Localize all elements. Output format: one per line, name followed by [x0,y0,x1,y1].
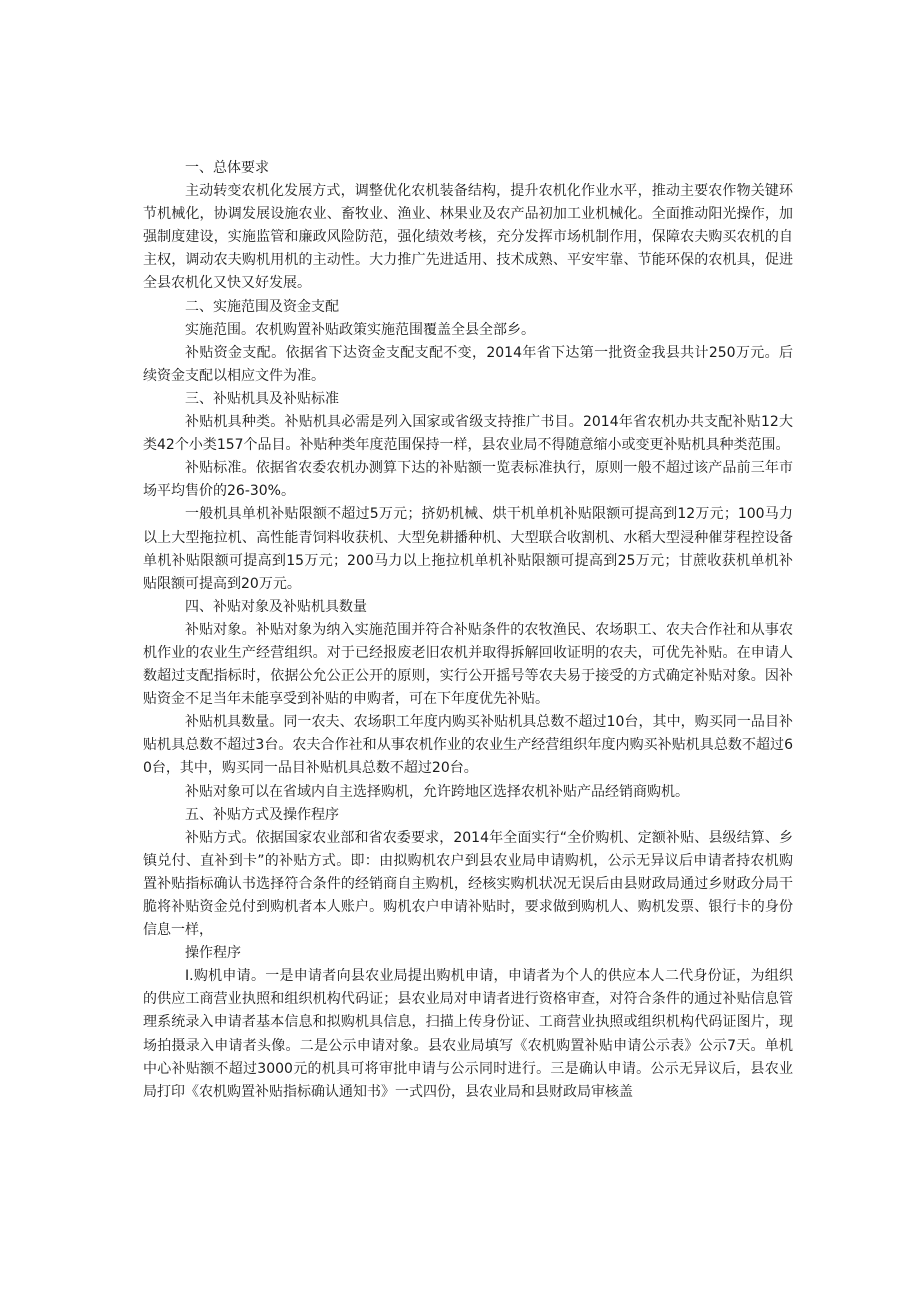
paragraph-funds: 补贴资金支配。依据省下达资金支配支配不变，2014年省下达第一批资金我县共计250万元。后续资金支配以相应文件为准。 [143,344,793,384]
paragraph-equipment-types: 补贴机具种类。补贴机具必需是列入国家或省级支持推广书目。2014年省农机办共支配补贴12大类42个小类157个品目。补贴种类年度范围保持一样，县农业局不得随意缩小或变更补贴机具种类范围。 [143,414,793,454]
paragraph-recipients: 补贴对象。补贴对象为纳入实施范围并符合补贴条件的农牧渔民、农场职工、农夫合作社和从事农机作业的农业生产经营组织。对于已经报废老旧农机并取得拆解回收证明的农夫，可优先补贴。在申请人数超过支配指标时，依据公允公正公开的原则，实行公开摇号等农夫易于接受的方式确定补贴对象。因补贴资金不足当年未能享受到补贴的申购者，可在下年度优先补贴。 [143,621,793,708]
section-heading-method-and-procedure: 五、补贴方式及操作程序 [185,806,339,823]
paragraph-purchase-application: I.购机申请。一是申请者向县农业局提出购机申请，申请者为个人的供应本人二代身份证，为组织的供应工商营业执照和组织机构代码证；县农业局对申请者进行资格审查，对符合条件的通过补贴信息管理系统录入申请者基本信息和拟购机具信息，扫描上传身份证、工商营业执照或组织机构代码证图片，现场拍摄录入申请者头像。二是公示申请对象。县农业局填写《农机购置补贴申请公示表》公示7天。单机中心补贴额不超过3000元的机具可将审批申请与公示同时进行。三是确认申请。公示无异议后，县农业局打印《农机购置补贴指标确认通知书》一式四份，县农业局和县财政局审核盖 [143,968,793,1100]
paragraph-subsidy-method: 补贴方式。依据国家农业部和省农委要求，2014年全面实行“全价购机、定额补贴、县级结算、乡镇兑付、直补到卡”的补贴方式。即：由拟购机农户到县农业局申请购机，公示无异议后申请者持农机购置补贴指标确认书选择符合条件的经销商自主购机，经核实购机状况无误后由县财政局通过乡财政分局干脆将补贴资金兑付到购机者本人账户。购机农户申请补贴时，要求做到购机人、购机发票、银行卡的身份信息一样， [143,829,793,939]
section-heading-scope-and-funds: 二、实施范围及资金支配 [185,298,339,315]
subheading-procedure: 操作程序 [185,945,241,962]
paragraph-general-requirements: 主动转变农机化发展方式，调整优化农机装备结构，提升农机化作业水平，推动主要农作物关键环节机械化，协调发展设施农业、畜牧业、渔业、林果业及农产品初加工业机械化。全面推动阳光操作，加强制度建设，实施监管和廉政风险防范，强化绩效考核，充分发挥市场机制作用，保障农夫购买农机的自主权，调动农夫购机用机的主动性。大力推广先进适用、技术成熟、平安牢靠、节能环保的农机具，促进全县农机化又快又好发展。 [143,183,793,292]
document-body [143,157,793,1104]
section-heading-general-requirements: 一、总体要求 [185,160,269,176]
paragraph-purchase-region: 补贴对象可以在省域内自主选择购机，允许跨地区选择农机补贴产品经销商购机。 [185,783,689,800]
paragraph-quantity: 补贴机具数量。同一农夫、农场职工年度内购买补贴机具总数不超过10台，其中，购买同一品目补贴机具总数不超过3台。农夫合作社和从事农机作业的农业生产经营组织年度内购买补贴机具总数不超过60台，其中，购买同一品目补贴机具总数不超过20台。 [143,714,793,777]
paragraph-subsidy-standard: 补贴标准。依据省农委农机办测算下达的补贴额一览表标准执行，原则一般不超过该产品前三年市场平均售价的26-30%。 [143,460,793,500]
paragraph-scope: 实施范围。农机购置补贴政策实施范围覆盖全县全部乡。 [185,321,535,338]
section-heading-recipients-and-quantity: 四、补贴对象及补贴机具数量 [185,598,367,615]
paragraph-subsidy-limits: 一般机具单机补贴限额不超过5万元；挤奶机械、烘干机单机补贴限额可提高到12万元；100马力以上大型拖拉机、高性能青饲料收获机、大型免耕播种机、大型联合收割机、水稻大型浸种催芽程控设备单机补贴限额可提高到15万元；200马力以上拖拉机单机补贴限额可提高到25万元；甘蔗收获机单机补贴限额可提高到20万元。 [143,506,793,592]
section-heading-equipment-and-standards: 三、补贴机具及补贴标准 [185,390,339,407]
